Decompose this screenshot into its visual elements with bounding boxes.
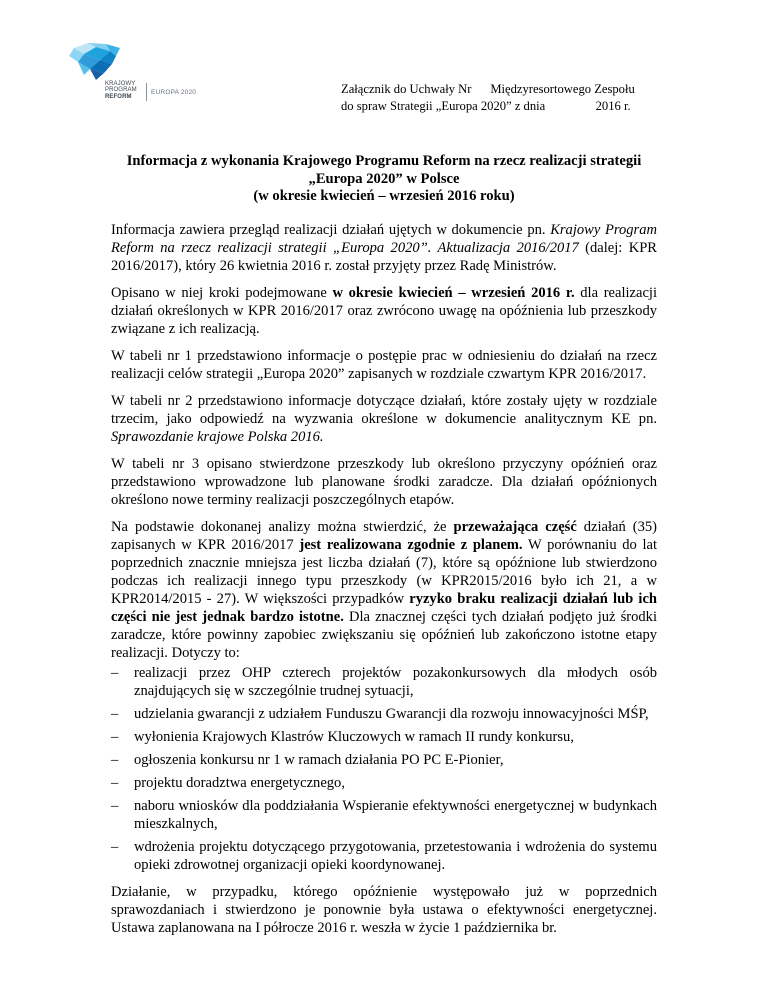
list-item — [111, 797, 657, 833]
title-line-3: (w okresie kwiecień – wrzesień 2016 roku) — [253, 188, 515, 204]
paragraph-4 — [111, 392, 657, 446]
attachment-note-line-2: do spraw Strategii „Europa 2020” z dnia 2016 r. — [341, 98, 631, 113]
list-dash: – — [111, 839, 119, 855]
paragraph-7: Działanie, w przypadku, którego opóźnienie występowało już w poprzednich sprawozdaniach i stwierdzono je ponownie była ustawa o efektywności energetycznej. Ustawa zaplanowana na I półrocze 2016 r. weszła w życie 1 października br. — [111, 884, 657, 936]
p4-text-1: W tabeli nr 2 przedstawiono informacje dotyczące działań, które zostały ujęty w rozdziale trzecim, jako odpowiedź na wyzwania określone w dokumencie analitycznym KE pn. — [111, 393, 657, 427]
logo-line-2: PROGRAM — [105, 87, 137, 94]
delayed-actions-list — [111, 664, 657, 874]
paragraph-2 — [111, 284, 657, 338]
p1-document-name: Krajowy Program Reform na rzecz realizacji strategii „Europa 2020”. Aktualizacja 2016/2017 — [111, 222, 657, 256]
p6-text-1: Na podstawie dokonanej analizy można stwierdzić, że — [111, 519, 454, 535]
p6-text-4: Dla znacznej części tych działań podjęto już środki zaradcze, które powinny zapobiec zwiększaniu się opóźnień lub zakończono istotne etapy realizacji. Dotyczy to: — [111, 609, 657, 661]
logo-europa-2020: EUROPA 2020 — [151, 89, 197, 96]
list-dash: – — [111, 729, 119, 745]
p1-text-1: Informacja zawiera przegląd realizacji działań ujętych w dokumencie pn. — [111, 222, 551, 238]
document-title — [100, 153, 668, 206]
list-item-text: ogłoszenia konkursu nr 1 w ramach działania PO PC E-Pionier, — [134, 752, 504, 768]
p4-report-name: Sprawozdanie krajowe Polska 2016. — [111, 429, 324, 445]
kpr-logo — [66, 42, 206, 114]
logo-line-3: REFORM — [105, 93, 132, 100]
list-item-text: wyłonienia Krajowych Klastrów Kluczowych w ramach II rundy konkursu, — [134, 729, 574, 745]
p6-bold-3: ryzyko braku realizacji działań lub ich części nie jest jednak bardzo istotne. — [111, 591, 657, 625]
p2-text-1: Opisano w niej kroki podejmowane — [111, 285, 333, 301]
list-item — [111, 728, 657, 746]
paragraph-6 — [111, 518, 657, 662]
attachment-note — [341, 81, 635, 114]
p1-text-2: (dalej: KPR 2016/2017), który 26 kwietnia 2016 r. został przyjęty przez Radę Ministrów. — [111, 240, 657, 274]
list-item-text: naboru wniosków dla poddziałania Wspieranie efektywności energetycznej w budynkach mieszkalnych, — [134, 798, 657, 832]
list-item — [111, 705, 657, 723]
p6-bold-1: przeważająca część — [453, 519, 577, 535]
list-item-text: realizacji przez OHP czterech projektów pozakonkursowych dla młodych osób znajdujących się w szczególnie trudnej sytuacji, — [134, 665, 657, 699]
logo-line-1: KRAJOWY — [105, 81, 136, 87]
p6-text-2: działań (35) zapisanych w KPR 2016/2017 — [111, 519, 657, 553]
list-dash: – — [111, 775, 119, 791]
p2-period: w okresie kwiecień – wrzesień 2016 r. — [332, 285, 575, 301]
logo-divider — [146, 83, 147, 101]
list-item — [111, 774, 657, 792]
p6-bold-2: jest realizowana zgodnie z planem. — [299, 537, 523, 553]
list-item-text: projektu doradztwa energetycznego, — [134, 775, 345, 791]
kpr-logo-wordmark — [105, 81, 137, 100]
attachment-note-line-1: Załącznik do Uchwały Nr Międzyresortowego Zespołu — [341, 82, 635, 96]
p2-text-2: dla realizacji działań określonych w KPR 2016/2017 oraz zwrócono uwagę na opóźnienia lub przeszkody związane z ich realizacją. — [111, 285, 658, 337]
list-dash: – — [111, 665, 119, 681]
list-dash: – — [111, 798, 119, 814]
paragraph-3: W tabeli nr 1 przedstawiono informacje o postępie prac w odniesieniu do działań na rzecz realizacji celów strategii „Europa 2020” zapisanych w rozdziale czwartym KPR 2016/2017. — [111, 348, 657, 382]
list-item-text: wdrożenia projektu dotyczącego przygotowania, przetestowania i wdrożenia do systemu opieki zdrowotnej organizacji opieki koordynowanej. — [134, 839, 657, 873]
list-item — [111, 751, 657, 769]
list-dash: – — [111, 706, 119, 722]
paragraph-1 — [111, 221, 657, 275]
list-item — [111, 838, 657, 874]
document-body — [111, 221, 657, 946]
paragraph-5: W tabeli nr 3 opisano stwierdzone przeszkody lub określono przyczyny opóźnień oraz przedstawiono wprowadzone lub planowane środki zaradcze. Dla działań opóźnionych określono nowe terminy realizacji poszczególnych etapów. — [111, 456, 657, 508]
kpr-logo-icon — [66, 42, 130, 82]
list-dash: – — [111, 752, 119, 768]
title-line-1: Informacja z wykonania Krajowego Programu Reform na rzecz realizacji strategii — [126, 153, 642, 169]
title-line-2: „Europa 2020” w Polsce — [308, 170, 460, 187]
list-item — [111, 664, 657, 700]
list-item-text: udzielania gwarancji z udziałem Funduszu Gwarancji dla rozwoju innowacyjności MŚP, — [134, 706, 649, 722]
p6-text-3: W porównaniu do lat poprzednich znacznie mniejsza jest liczba działań (7), które są opóźnione lub stwierdzono podczas ich realizacji innego typu przeszkody (w KPR2015/2016 było ich 21, a w KPR2014/2015 - 27). W większości przypadków — [111, 537, 658, 607]
